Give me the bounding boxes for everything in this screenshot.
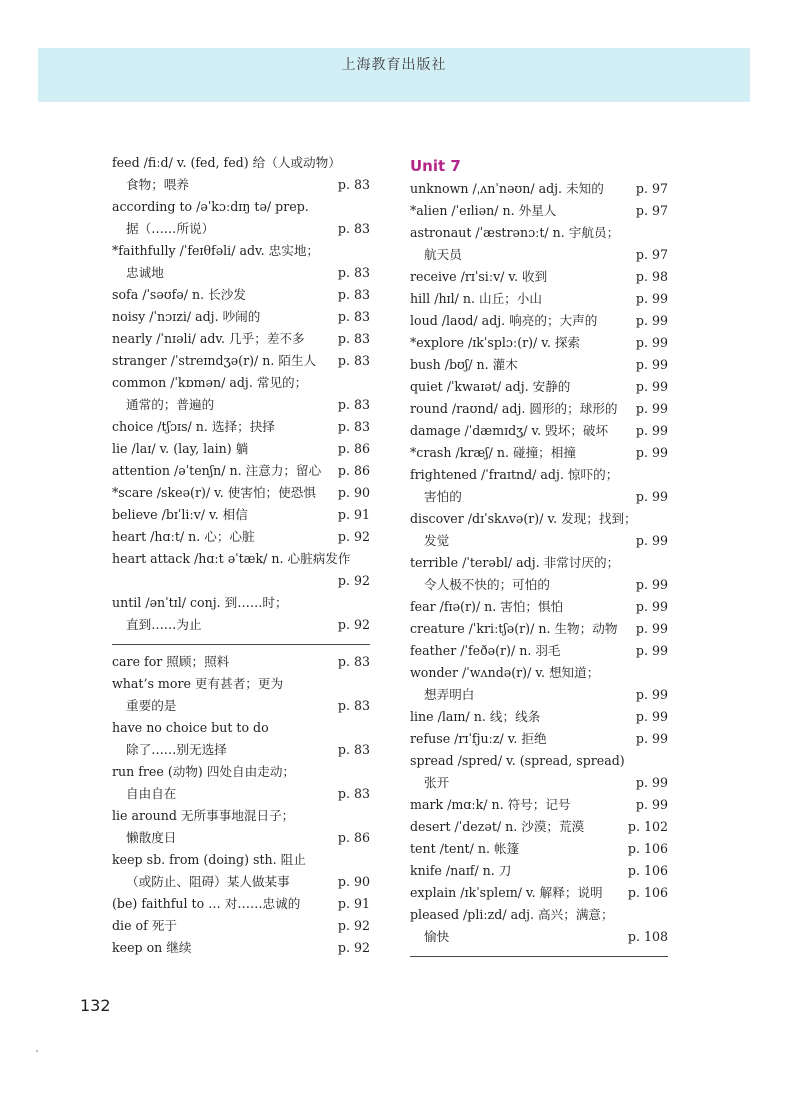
entry-page-ref: p. 83 [337, 353, 370, 368]
unit-title: Unit 7 [410, 157, 461, 175]
entry-page-ref: p. 90 [337, 874, 370, 889]
entry-text: knife /naɪf/ n. 刀 [410, 863, 512, 878]
entry-page-ref: p. 99 [635, 533, 668, 548]
glossary-entry [112, 673, 370, 717]
glossary-entry [112, 592, 370, 636]
entry-text: heart attack /hɑːt əˈtæk/ n. 心脏病发作 [112, 551, 351, 566]
glossary-entry [410, 640, 668, 662]
glossary-entry [410, 508, 668, 552]
entry-text: 懒散度日 [126, 830, 177, 845]
entry-page-ref: p. 99 [635, 643, 668, 658]
header-banner [38, 48, 750, 102]
entry-headword-line [112, 504, 370, 526]
publisher-name: 上海教育出版社 [341, 57, 447, 73]
glossary-entry [410, 178, 668, 200]
entry-page-ref: p. 106 [627, 863, 668, 878]
entry-headword-line [410, 904, 668, 926]
glossary-entry [112, 805, 370, 849]
entry-headword-line [410, 794, 668, 816]
glossary-entry [410, 332, 668, 354]
entry-text: nearly /ˈnɪəli/ adv. 几乎；差不多 [112, 331, 305, 346]
entry-page-ref: p. 92 [337, 918, 370, 933]
entry-headword-line [112, 482, 370, 504]
right-column [410, 154, 668, 957]
glossary-entry [112, 438, 370, 460]
entry-text: （或防止、阻碍）某人做某事 [126, 874, 290, 889]
entry-page-ref: p. 99 [635, 775, 668, 790]
glossary-entry [112, 240, 370, 284]
entry-text: have no choice but to do [112, 720, 269, 735]
entry-page-ref: p. 83 [337, 742, 370, 757]
entry-text: tent /tent/ n. 帐篷 [410, 841, 520, 856]
entry-text: discover /dɪˈskʌvə(r)/ v. 发现；找到； [410, 511, 637, 526]
entry-continuation-line [410, 574, 668, 596]
entry-text: keep on 继续 [112, 940, 192, 955]
entry-headword-line [410, 882, 668, 904]
entry-page-ref: p. 97 [635, 203, 668, 218]
entry-text: 据（……所说） [126, 221, 215, 236]
entry-text: bush /bʊʃ/ n. 灌木 [410, 357, 518, 372]
glossary-entry [410, 442, 668, 464]
entry-headword-line [112, 592, 370, 614]
entry-continuation-line [112, 827, 370, 849]
entry-page-ref: p. 99 [635, 797, 668, 812]
glossary-entry [410, 354, 668, 376]
glossary-entry [410, 464, 668, 508]
entry-text: choice /tʃɔɪs/ n. 选择；抉择 [112, 419, 275, 434]
entry-page-ref: p. 99 [635, 621, 668, 636]
entry-headword-line [112, 306, 370, 328]
entry-text: (be) faithful to … 对……忠诚的 [112, 896, 301, 911]
entry-text: 航天员 [424, 247, 462, 262]
entry-page-ref: p. 102 [627, 819, 668, 834]
entry-text: die of 死于 [112, 918, 177, 933]
entry-text: mark /mɑːk/ n. 符号；记号 [410, 797, 571, 812]
entry-page-ref: p. 86 [337, 441, 370, 456]
entry-page-ref: p. 83 [337, 177, 370, 192]
glossary-entry [410, 838, 668, 860]
left-word-list [112, 152, 370, 636]
entry-text: feather /ˈfeðə(r)/ n. 羽毛 [410, 643, 561, 658]
entry-headword-line [112, 328, 370, 350]
glossary-entry [410, 706, 668, 728]
entry-headword-line [112, 460, 370, 482]
entry-continuation-line [112, 783, 370, 805]
entry-text: 想弄明白 [424, 687, 475, 702]
entry-page-ref: p. 83 [337, 419, 370, 434]
entry-text: 发觉 [424, 533, 450, 548]
entry-text: 忠诚地 [126, 265, 164, 280]
entry-page-ref: p. 99 [635, 357, 668, 372]
entry-page-ref: p. 99 [635, 687, 668, 702]
entry-page-ref: p. 83 [337, 287, 370, 302]
entry-page-ref: p. 83 [337, 698, 370, 713]
entry-headword-line [112, 196, 370, 218]
entry-headword-line [112, 548, 370, 570]
entry-headword-line [410, 662, 668, 684]
entry-page-ref: p. 99 [635, 335, 668, 350]
entry-text: unknown /ˌʌnˈnəʊn/ adj. 未知的 [410, 181, 604, 196]
glossary-entry [410, 266, 668, 288]
entry-text: terrible /ˈterəbl/ adj. 非常讨厌的； [410, 555, 620, 570]
entry-continuation-line [112, 262, 370, 284]
entry-text: astronaut /ˈæstrənɔːt/ n. 宇航员； [410, 225, 620, 240]
entry-headword-line [410, 464, 668, 486]
glossary-entry [410, 596, 668, 618]
entry-page-ref: p. 106 [627, 841, 668, 856]
entry-text: 愉快 [424, 929, 450, 944]
entry-page-ref: p. 99 [635, 291, 668, 306]
glossary-entry [410, 376, 668, 398]
entry-headword-line [410, 288, 668, 310]
entry-continuation-line [112, 871, 370, 893]
entry-text: loud /laʊd/ adj. 响亮的；大声的 [410, 313, 598, 328]
entry-text: explain /ɪkˈspleɪn/ v. 解释；说明 [410, 885, 603, 900]
page-number: 132 [80, 996, 111, 1015]
entry-text: common /ˈkɒmən/ adj. 常见的； [112, 375, 308, 390]
column-end-rule [410, 956, 668, 957]
entry-text: receive /rɪˈsiːv/ v. 收到 [410, 269, 548, 284]
entry-headword-line [410, 640, 668, 662]
glossary-entry [112, 328, 370, 350]
entry-text: lie around 无所事事地混日子； [112, 808, 295, 823]
entry-text: keep sb. from (doing) sth. 阻止 [112, 852, 306, 867]
entry-page-ref: p. 91 [337, 507, 370, 522]
entry-continuation-line [112, 739, 370, 761]
glossary-entry [112, 526, 370, 548]
glossary-entry [410, 882, 668, 904]
entry-continuation-line [112, 614, 370, 636]
entry-headword-line [112, 937, 370, 959]
entry-headword-line [112, 152, 370, 174]
left-column [112, 152, 370, 959]
entry-page-ref: p. 83 [337, 265, 370, 280]
glossary-entry [410, 816, 668, 838]
entry-headword-line [410, 728, 668, 750]
entry-page-ref: p. 83 [337, 221, 370, 236]
entry-page-ref: p. 86 [337, 463, 370, 478]
glossary-entry [410, 728, 668, 750]
entry-page-ref: p. 99 [635, 577, 668, 592]
entry-text: hill /hɪl/ n. 山丘；小山 [410, 291, 542, 306]
entry-text: desert /ˈdezət/ n. 沙漠；荒漠 [410, 819, 585, 834]
entry-text: until /ənˈtɪl/ conj. 到……时； [112, 595, 288, 610]
entry-headword-line [410, 398, 668, 420]
entry-page-ref: p. 106 [627, 885, 668, 900]
glossary-entry [112, 196, 370, 240]
glossary-entry [410, 860, 668, 882]
entry-text: attention /əˈtenʃn/ n. 注意力；留心 [112, 463, 322, 478]
entry-text: lie /laɪ/ v. (lay, lain) 躺 [112, 441, 249, 456]
glossary-entry [410, 398, 668, 420]
entry-headword-line [112, 240, 370, 262]
entry-headword-line [410, 860, 668, 882]
glossary-entry [112, 548, 370, 592]
glossary-entry [410, 288, 668, 310]
entry-headword-line [410, 420, 668, 442]
glossary-entry [410, 420, 668, 442]
entry-headword-line [410, 618, 668, 640]
entry-text: damage /ˈdæmɪdʒ/ v. 毁坏；破坏 [410, 423, 609, 438]
entry-text: *crash /kræʃ/ n. 碰撞；相撞 [410, 445, 576, 460]
entry-text: refuse /rɪˈfjuːz/ v. 拒绝 [410, 731, 547, 746]
entry-text: *scare /skeə(r)/ v. 使害怕；使恐惧 [112, 485, 316, 500]
entry-headword-line [410, 596, 668, 618]
entry-text: noisy /ˈnɔɪzi/ adj. 吵闹的 [112, 309, 261, 324]
entry-page-ref: p. 97 [635, 247, 668, 262]
entry-headword-line [112, 717, 370, 739]
entry-page-ref: p. 99 [635, 599, 668, 614]
entry-page-ref: p. 86 [337, 830, 370, 845]
entry-headword-line [112, 893, 370, 915]
entry-headword-line [112, 284, 370, 306]
entry-headword-line [112, 651, 370, 673]
entry-page-ref: p. 90 [337, 485, 370, 500]
entry-text: according to /əˈkɔːdɪŋ tə/ prep. [112, 199, 309, 214]
glossary-entry [112, 306, 370, 328]
entry-text: frightened /ˈfraɪtnd/ adj. 惊吓的； [410, 467, 619, 482]
entry-headword-line [112, 673, 370, 695]
entry-text: care for 照顾；照料 [112, 654, 230, 669]
glossary-entry [112, 937, 370, 959]
entry-continuation-line [410, 684, 668, 706]
entry-text: 食物；喂养 [126, 177, 189, 192]
entry-text: believe /bɪˈliːv/ v. 相信 [112, 507, 248, 522]
entry-text: *explore /ɪkˈsplɔː(r)/ v. 探索 [410, 335, 581, 350]
entry-headword-line [112, 805, 370, 827]
entry-page-ref: p. 99 [635, 731, 668, 746]
left-phrase-list [112, 651, 370, 959]
entry-text: quiet /ˈkwaɪət/ adj. 安静的 [410, 379, 571, 394]
entry-text: creature /ˈkriːtʃə(r)/ n. 生物；动物 [410, 621, 618, 636]
entry-headword-line [112, 350, 370, 372]
glossary-entry [112, 152, 370, 196]
glossary-entry [112, 717, 370, 761]
entry-headword-line [112, 438, 370, 460]
entry-headword-line [410, 376, 668, 398]
entry-headword-line [410, 222, 668, 244]
entry-headword-line [410, 508, 668, 530]
entry-continuation-line [410, 926, 668, 948]
entry-page-ref: p. 99 [635, 379, 668, 394]
entry-headword-line [410, 178, 668, 200]
entry-headword-line [410, 266, 668, 288]
glossary-entry [410, 310, 668, 332]
entry-headword-line [410, 200, 668, 222]
entry-page-ref: p. 83 [337, 786, 370, 801]
entry-text: 直到……为止 [126, 617, 202, 632]
entry-page-ref: p. 99 [635, 489, 668, 504]
entry-text: 令人极不快的；可怕的 [424, 577, 550, 592]
entry-page-ref: p. 99 [635, 313, 668, 328]
entry-continuation-line [112, 394, 370, 416]
entry-text: pleased /pliːzd/ adj. 高兴；满意； [410, 907, 614, 922]
entry-headword-line [112, 849, 370, 871]
entry-page-ref: p. 83 [337, 309, 370, 324]
entry-page-ref: p. 92 [337, 573, 370, 588]
entry-text: sofa /ˈsəʊfə/ n. 长沙发 [112, 287, 246, 302]
entry-headword-line [112, 761, 370, 783]
glossary-entry [112, 893, 370, 915]
entry-page-ref: p. 108 [627, 929, 668, 944]
entry-page-ref: p. 92 [337, 617, 370, 632]
entry-headword-line [410, 332, 668, 354]
glossary-entry [112, 372, 370, 416]
glossary-entry [410, 222, 668, 266]
entry-text: *faithfully /ˈfeɪθfəli/ adv. 忠实地； [112, 243, 320, 258]
entry-continuation-line [410, 772, 668, 794]
entry-text: line /laɪn/ n. 线；线条 [410, 709, 541, 724]
entry-text: fear /fɪə(r)/ n. 害怕；惧怕 [410, 599, 564, 614]
entry-page-ref: p. 92 [337, 940, 370, 955]
entry-text: stranger /ˈstreɪndʒə(r)/ n. 陌生人 [112, 353, 317, 368]
entry-headword-line [112, 526, 370, 548]
glossary-entry [410, 200, 668, 222]
entry-headword-line [410, 552, 668, 574]
entry-text: heart /hɑːt/ n. 心；心脏 [112, 529, 255, 544]
margin-mark [36, 1050, 38, 1052]
section-divider [112, 644, 370, 645]
entry-page-ref: p. 99 [635, 445, 668, 460]
entry-page-ref: p. 97 [635, 181, 668, 196]
entry-continuation-line [112, 174, 370, 196]
entry-continuation-line [410, 530, 668, 552]
glossary-entry [410, 618, 668, 640]
glossary-entry [112, 915, 370, 937]
entry-text: what’s more 更有甚者；更为 [112, 676, 284, 691]
entry-continuation-line [410, 244, 668, 266]
entry-text: 重要的是 [126, 698, 177, 713]
entry-text: feed /fiːd/ v. (fed, fed) 给（人或动物） [112, 155, 341, 170]
right-word-list [410, 178, 668, 948]
entry-headword-line [112, 372, 370, 394]
entry-headword-line [410, 706, 668, 728]
entry-continuation-line [410, 486, 668, 508]
entry-headword-line [410, 838, 668, 860]
entry-page-ref: p. 92 [337, 529, 370, 544]
entry-text: run free (动物) 四处自由走动； [112, 764, 296, 779]
entry-text: 自由自在 [126, 786, 177, 801]
glossary-entry [112, 460, 370, 482]
entry-page-ref: p. 99 [635, 709, 668, 724]
entry-headword-line [410, 442, 668, 464]
entry-continuation-line [112, 218, 370, 240]
entry-headword-line [112, 416, 370, 438]
entry-text: spread /spred/ v. (spread, spread) [410, 753, 625, 768]
entry-text: 张开 [424, 775, 450, 790]
entry-headword-line [410, 310, 668, 332]
entry-headword-line [112, 915, 370, 937]
glossary-entry [410, 904, 668, 948]
entry-text: 通常的；普遍的 [126, 397, 215, 412]
glossary-entry [410, 750, 668, 794]
entry-headword-line [410, 816, 668, 838]
entry-continuation-line [112, 570, 370, 592]
glossary-entry [410, 794, 668, 816]
entry-text: *alien /ˈeɪliən/ n. 外星人 [410, 203, 557, 218]
glossary-entry [112, 849, 370, 893]
glossary-entry [112, 504, 370, 526]
glossary-entry [112, 651, 370, 673]
entry-page-ref: p. 98 [635, 269, 668, 284]
entry-headword-line [410, 354, 668, 376]
entry-page-ref: p. 83 [337, 654, 370, 669]
glossary-entry [410, 552, 668, 596]
entry-page-ref: p. 83 [337, 331, 370, 346]
glossary-entry [112, 284, 370, 306]
glossary-entry [410, 662, 668, 706]
entry-page-ref: p. 91 [337, 896, 370, 911]
entry-text: 害怕的 [424, 489, 462, 504]
entry-page-ref: p. 83 [337, 397, 370, 412]
entry-page-ref: p. 99 [635, 423, 668, 438]
entry-continuation-line [112, 695, 370, 717]
entry-text: 除了……别无选择 [126, 742, 227, 757]
glossary-entry [112, 350, 370, 372]
glossary-entry [112, 416, 370, 438]
entry-headword-line [410, 750, 668, 772]
entry-text: wonder /ˈwʌndə(r)/ v. 想知道； [410, 665, 600, 680]
entry-text: round /raʊnd/ adj. 圆形的；球形的 [410, 401, 618, 416]
glossary-entry [112, 482, 370, 504]
glossary-entry [112, 761, 370, 805]
entry-page-ref: p. 99 [635, 401, 668, 416]
